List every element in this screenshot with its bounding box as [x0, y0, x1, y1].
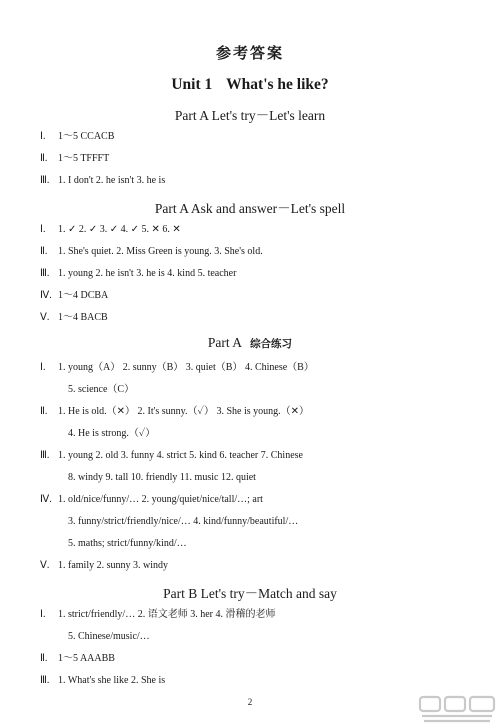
answer-line: [68, 630, 150, 644]
roman-numeral: Ⅱ.: [40, 653, 48, 664]
answer-line: [40, 130, 114, 144]
answer-text: 1. young 2. old 3. funny 4. strict 5. kind 6. teacher 7. Chinese: [58, 450, 303, 461]
answer-text: 3. funny/strict/friendly/nice/… 4. kind/funny/beautiful/…: [68, 516, 299, 527]
roman-numeral: Ⅲ.: [40, 175, 50, 186]
answer-line: [68, 515, 298, 529]
answer-text: 1～5 AAABB: [58, 653, 115, 664]
answer-text: 1. young（A） 2. sunny（B） 3. quiet（B） 4. Chinese（B）: [58, 362, 314, 373]
section-chinese-label: 综合练习: [250, 338, 293, 350]
unit-name: What's he like?: [226, 76, 329, 93]
answer-text: 1. He is old.（✕） 2. It's sunny.（✓） 3. She is young.（✕）: [58, 406, 310, 417]
answer-text: 1. young 2. he isn't 3. he is 4. kind 5. teacher: [58, 268, 237, 279]
section-title-match-and-say: Part B Let's try－Match and say: [163, 586, 337, 601]
roman-numeral: Ⅳ.: [40, 494, 52, 505]
answer-text: 8. windy 9. tall 10. friendly 11. music 12. quiet: [68, 472, 256, 483]
answer-line: [40, 311, 108, 325]
answer-line: [40, 449, 303, 463]
answer-text: 1. What's she like 2. She is: [58, 675, 166, 686]
answer-text: 1～5 CCACB: [58, 131, 115, 142]
roman-numeral: Ⅳ.: [40, 290, 52, 301]
answer-line: [40, 223, 181, 237]
answer-line: [68, 427, 155, 441]
answer-line: [40, 493, 263, 507]
answer-line: [40, 405, 309, 419]
answer-text: 4. He is strong.（✓）: [68, 428, 156, 439]
roman-numeral: Ⅴ.: [40, 312, 50, 323]
roman-numeral: Ⅰ.: [40, 224, 46, 235]
answer-text: 1. strict/friendly/… 2. 语文老师 3. her 4. 滑稽的老师: [58, 609, 276, 620]
answer-text: 1. I don't 2. he isn't 3. he is: [58, 175, 166, 186]
unit-number: Unit 1: [171, 76, 213, 93]
answer-text: 1. family 2. sunny 3. windy: [58, 560, 168, 571]
answer-text: 1. She's quiet. 2. Miss Green is young. 3. She's old.: [58, 246, 263, 257]
unit-title: [0, 76, 500, 94]
section-title-comprehensive: [0, 335, 500, 351]
answer-line: [68, 471, 256, 485]
roman-numeral: Ⅰ.: [40, 131, 46, 142]
roman-numeral: Ⅲ.: [40, 450, 50, 461]
roman-numeral: Ⅱ.: [40, 246, 48, 257]
roman-numeral: Ⅱ.: [40, 406, 48, 417]
answer-text: 1～5 TFFFT: [58, 153, 110, 164]
roman-numeral: Ⅲ.: [40, 268, 50, 279]
answer-line: [40, 245, 263, 259]
page-number: 2: [247, 697, 253, 707]
answer-line: [40, 608, 275, 622]
watermark-logo-icon: [418, 694, 498, 726]
answer-line: [40, 652, 115, 666]
answer-line: [40, 267, 236, 281]
answer-text: 5. Chinese/music/…: [68, 631, 150, 642]
answer-text: 1～4 DCBA: [58, 290, 109, 301]
answer-line: [40, 674, 165, 688]
answer-text: 1. old/nice/funny/… 2. young/quiet/nice/tall/…; art: [58, 494, 263, 505]
section-title-lets-learn: Part A Let's try－Let's learn: [174, 108, 326, 123]
roman-numeral: Ⅱ.: [40, 153, 48, 164]
page-title: 参考答案: [215, 44, 284, 62]
answer-text: 5. science（C）: [68, 384, 135, 395]
answer-line: [40, 289, 108, 303]
roman-numeral: Ⅲ.: [40, 675, 50, 686]
answer-text: 5. maths; strict/funny/kind/…: [68, 538, 187, 549]
section-part-label: Part A: [207, 335, 243, 350]
answer-text: 1～4 BACB: [58, 312, 108, 323]
answer-line: [68, 383, 134, 397]
answer-line: [40, 559, 168, 573]
answer-line: [40, 174, 165, 188]
answer-line: [40, 152, 109, 166]
section-title-lets-spell: Part A Ask and answer－Let's spell: [154, 201, 346, 216]
roman-numeral: Ⅰ.: [40, 609, 46, 620]
roman-numeral: Ⅴ.: [40, 560, 50, 571]
answer-text: 1. ✓ 2. ✓ 3. ✓ 4. ✓ 5. ✕ 6. ✕: [58, 224, 181, 235]
answer-line: [68, 537, 187, 551]
roman-numeral: Ⅰ.: [40, 362, 46, 373]
answer-line: [40, 361, 314, 375]
